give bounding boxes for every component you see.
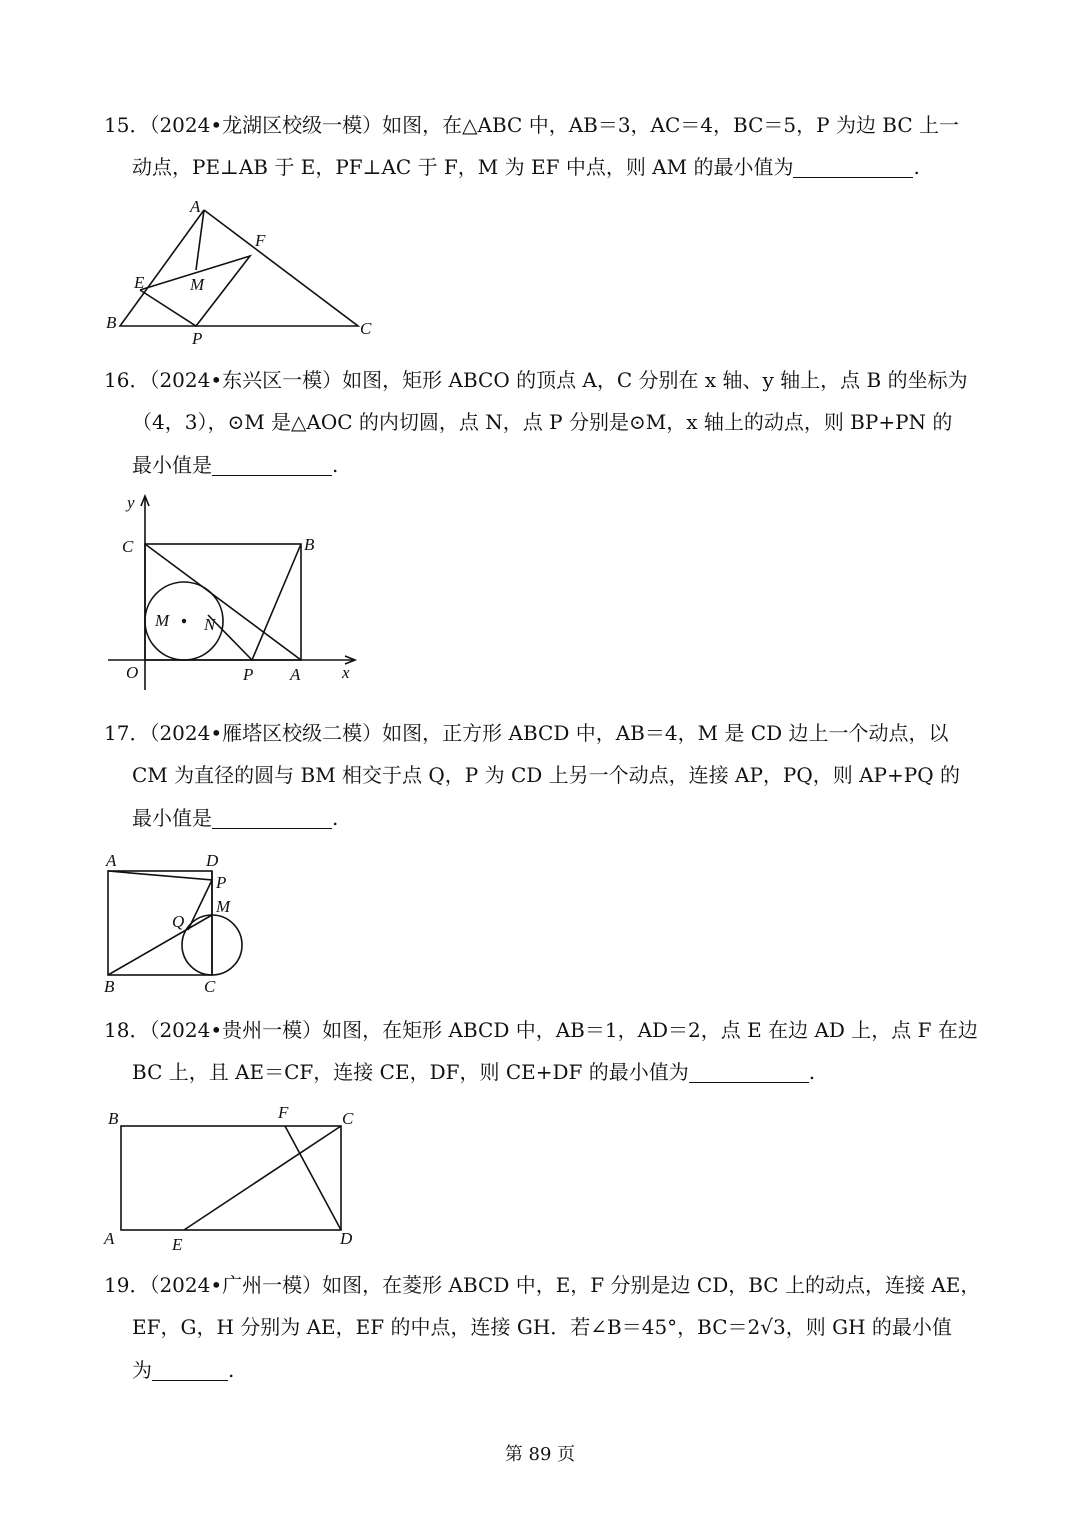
segment-ec	[184, 1126, 341, 1230]
label-d: D	[340, 1229, 353, 1248]
rectangle-abcd	[121, 1126, 341, 1230]
label-c: C	[360, 319, 372, 338]
answer-blank	[212, 453, 332, 476]
label-y: y	[127, 493, 135, 512]
triangle-abc	[120, 210, 358, 326]
label-a: A	[104, 1229, 115, 1248]
q15-line-1: 15．（2024•龙湖区校级一模）如图，在△ABC 中，AB＝3，AC＝4，BC＝5，P 为边 BC 上一	[104, 113, 960, 137]
label-p: P	[192, 329, 203, 348]
label-a: A	[106, 851, 117, 870]
label-b: B	[304, 535, 315, 554]
figure-15	[100, 198, 390, 348]
q16-line-1: 16．（2024•东兴区一模）如图，矩形 ABCO 的顶点 A，C 分别在 x 轴、y 轴上，点 B 的坐标为	[104, 368, 968, 392]
q16-line-3-text: 最小值是	[132, 453, 212, 477]
q16-line-2: （4，3），⊙M 是△AOC 的内切圆，点 N，点 P 分别是⊙M，x 轴上的动点，则 BP+PN 的	[132, 410, 953, 434]
label-e: E	[172, 1235, 183, 1254]
label-m: M	[216, 897, 231, 916]
label-m: M	[155, 611, 170, 630]
label-b: B	[106, 313, 117, 332]
q19-radical: 2√3	[747, 1315, 786, 1339]
answer-blank	[793, 155, 913, 178]
q15-line-2	[132, 152, 920, 182]
path-apq	[108, 871, 212, 930]
q19-line-3-text: 为	[132, 1358, 152, 1382]
q15-period: .	[913, 155, 920, 179]
q18-line-1: 18．（2024•贵州一模）如图，在矩形 ABCD 中，AB＝1，AD＝2，点 E 在边 AD 上，点 F 在边	[104, 1018, 978, 1042]
center-m-dot	[182, 619, 186, 623]
page-number: 第 89 页	[504, 1444, 576, 1465]
segment-fd	[285, 1126, 341, 1230]
diagonal-ca	[145, 544, 301, 660]
q19-line-3	[132, 1355, 234, 1385]
q19-line-2-text: EF，G，H 分别为 AE，EF 的中点，连接 GH．若∠B＝45°，BC＝	[132, 1315, 748, 1339]
q17-line-2: CM 为直径的圆与 BM 相交于点 Q，P 为 CD 上另一个动点，连接 AP，PQ，则 AP+PQ 的	[132, 763, 960, 787]
label-b: B	[108, 1109, 119, 1128]
answer-blank	[212, 806, 332, 829]
q17-line-3-text: 最小值是	[132, 806, 212, 830]
label-c: C	[204, 977, 216, 996]
label-d: D	[206, 851, 219, 870]
q16-period: .	[332, 453, 339, 477]
q15-line-2-text: 动点，PE⊥AB 于 E，PF⊥AC 于 F，M 为 EF 中点，则 AM 的最小值为	[132, 155, 794, 179]
label-a: A	[290, 665, 301, 684]
label-a: A	[190, 197, 201, 216]
label-f: F	[255, 231, 266, 250]
label-b: B	[104, 977, 115, 996]
label-m: M	[190, 275, 205, 294]
q17-line-3	[132, 803, 338, 833]
q17-period: .	[332, 806, 339, 830]
label-p: P	[243, 665, 254, 684]
label-e: E	[134, 273, 145, 292]
q18-line-2-text: BC 上，且 AE＝CF，连接 CE，DF，则 CE+DF 的最小值为	[132, 1060, 689, 1084]
q19-period: .	[228, 1358, 235, 1382]
q19-line-2-tail: ，则 GH 的最小值	[785, 1315, 952, 1339]
label-q: Q	[172, 912, 185, 931]
label-n: N	[204, 615, 216, 634]
label-x: x	[342, 663, 350, 682]
q19-line-2	[132, 1312, 952, 1342]
answer-blank	[152, 1358, 228, 1381]
figure-16	[100, 490, 370, 690]
label-p: P	[216, 873, 227, 892]
segment-bm	[108, 915, 212, 975]
q18-period: .	[808, 1060, 816, 1084]
answer-blank	[689, 1060, 809, 1083]
q16-line-3	[132, 450, 338, 480]
figure-18	[100, 1100, 370, 1260]
q18-line-2	[132, 1057, 815, 1087]
square-abcd	[108, 871, 212, 975]
q19-line-1: 19．（2024•广州一模）如图，在菱形 ABCD 中，E，F 分别是边 CD，BC 上的动点，连接 AE，	[104, 1273, 981, 1297]
label-f: F	[278, 1103, 289, 1122]
figure-17	[100, 850, 260, 1000]
label-c: C	[342, 1109, 354, 1128]
label-c: C	[122, 537, 134, 556]
q17-line-1: 17．（2024•雁塔区校级二模）如图，正方形 ABCD 中，AB＝4，M 是 CD 边上一个动点，以	[104, 721, 949, 745]
label-o: O	[126, 663, 139, 682]
